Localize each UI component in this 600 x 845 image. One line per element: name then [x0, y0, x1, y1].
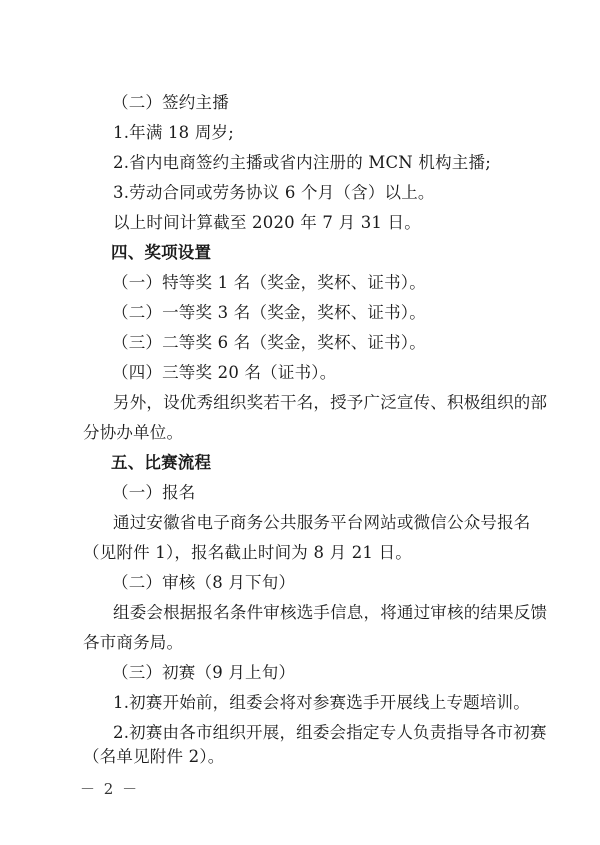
requirement-age: 1.年满 18 周岁;: [113, 123, 234, 142]
award-third-prize: （四）三等奖 20 名（证书）。: [112, 363, 337, 382]
requirement-anchor-type: 2.省内电商签约主播或省内注册的 MCN 机构主播;: [113, 153, 491, 172]
subheading-preliminary: （三）初赛（9 月上旬）: [112, 663, 296, 682]
review-line-1: 组委会根据报名条件审核选手信息，将通过审核的结果反馈: [113, 603, 548, 622]
time-cutoff-note: 以上时间计算截至 2020 年 7 月 31 日。: [113, 213, 421, 232]
registration-line-2: （见附件 1），报名截止时间为 8 月 21 日。: [83, 543, 412, 562]
preliminary-item-2-line-1: 2.初赛由各市组织开展，组委会指定专人负责指导各市初赛: [113, 723, 547, 742]
award-grand-prize: （一）特等奖 1 名（奖金，奖杯、证书）。: [112, 273, 426, 292]
subheading-review: （二）审核（8 月下旬）: [112, 573, 296, 592]
award-second-prize: （三）二等奖 6 名（奖金，奖杯、证书）。: [112, 333, 426, 352]
registration-line-1: 通过安徽省电子商务公共服务平台网站或微信公众号报名: [113, 513, 531, 532]
section-heading-signed-anchors: （二）签约主播: [112, 93, 229, 112]
review-line-2: 各市商务局。: [83, 633, 184, 652]
organization-award-line-1: 另外，设优秀组织奖若干名，授予广泛宣传、积极组织的部: [113, 393, 548, 412]
subheading-registration: （一）报名: [112, 483, 196, 502]
requirement-contract: 3.劳动合同或劳务协议 6 个月（含）以上。: [113, 183, 435, 202]
award-first-prize: （二）一等奖 3 名（奖金，奖杯、证书）。: [112, 303, 426, 322]
section-heading-process: 五、比赛流程: [111, 453, 212, 472]
section-heading-awards: 四、奖项设置: [111, 243, 212, 262]
page-number: － 2 －: [80, 780, 140, 798]
preliminary-item-1: 1.初赛开始前，组委会将对参赛选手开展线上专题培训。: [113, 693, 530, 712]
preliminary-item-2-line-2: （名单见附件 2）。: [83, 747, 225, 766]
organization-award-line-2: 分协办单位。: [83, 423, 184, 442]
